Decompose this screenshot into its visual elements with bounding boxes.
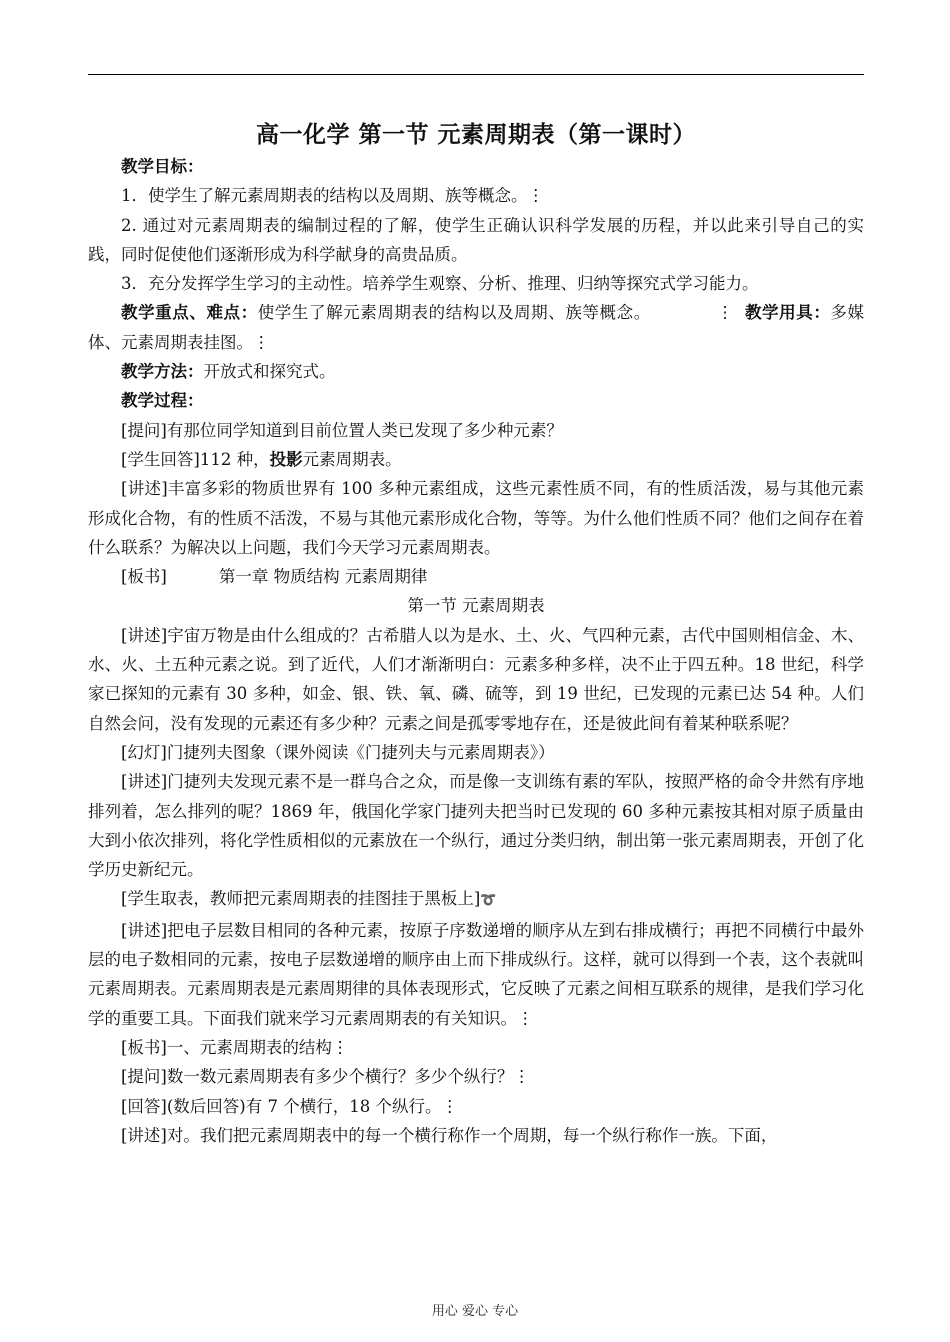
key-points-paragraph [88, 298, 864, 357]
board-line-1 [88, 562, 864, 591]
goal-3: 3．充分发挥学生学习的主动性。培养学生观察、分析、推理、归纳等探究式学习能力。 [121, 274, 759, 294]
answer-1-prefix: [学生回答]112 种， [121, 449, 270, 469]
lecture-2: [讲述]宇宙万物是由什么组成的？古希腊人以为是水、土、火、气四种元素，古代中国则相信金、木、水、火、土五种元素之说。到了近代，人们才渐渐明白：元素多种多样，决不止于四五种。18 世纪，科学家已探知的元素有 30 多种，如金、银、铁、氧、磷、硫等，到 19 世纪，已发现的元素已达 54 种。人们自然会问，没有发现的元素还有多少种？元素之间是孤零零地存在，还是彼此间有着某种联系呢？ [88, 625, 864, 733]
answer-1-bold: 投影 [269, 449, 303, 469]
tools-text: 多媒体、元素周期表挂图。⋮ [88, 303, 865, 352]
document-title: 高一化学 第一节 元素周期表（第一课时） [255, 121, 696, 148]
board-line-2: [板书]一、元素周期表的结构⋮ [121, 1037, 349, 1057]
page-footer: 用心 爱心 专心 [431, 1304, 519, 1319]
header-rule [88, 74, 864, 75]
answer-2: [回答](数后回答)有 7 个横行，18 个纵行。⋮ [121, 1096, 458, 1116]
answer-1-suffix: 元素周期表。 [302, 449, 402, 469]
slide-note: [幻灯]门捷列夫图象（课外阅读《门捷列夫与元素周期表》） [121, 742, 555, 762]
lecture-5: [讲述]对。我们把元素周期表中的每一个横行称作一个周期，每一个纵行称作一族。下面， [121, 1125, 778, 1145]
board-chapter: 第一章 物质结构 元素周期律 [218, 567, 428, 587]
key-points-text: 使学生了解元素周期表的结构以及周期、族等概念。 [257, 303, 651, 323]
goal-1: 1．使学生了解元素周期表的结构以及周期、族等概念。⋮ [121, 186, 544, 206]
tools-label: 教学用具： [744, 303, 831, 323]
curl-glyph-icon: ➰ [480, 893, 497, 909]
question-1: [提问]有那位同学知道到目前位置人类已发现了多少种元素？ [121, 420, 563, 440]
document-body [88, 118, 864, 1150]
question-2: [提问]数一数元素周期表有多少个横行？多少个纵行？⋮ [121, 1067, 530, 1087]
process-heading: 教学过程： [121, 391, 204, 411]
lecture-4: [讲述]把电子层数目相同的各种元素，按原子序数递增的顺序从左到右排成横行；再把不同横行中最外层的电子数相同的元素，按电子层数递增的顺序由上而下排成纵行。这样，就可以得到一个表，这个表就叫元素周期表。元素周期表是元素周期律的具体表现形式，它反映了元素之间相互联系的规律，是我们学习化学的重要工具。下面我们就来学习元素周期表的有关知识。⋮ [88, 920, 864, 1028]
method-label: 教学方法： [121, 362, 204, 382]
key-points-label: 教学重点、难点： [121, 303, 258, 323]
lecture-3: [讲述]门捷列夫发现元素不是一群乌合之众，而是像一支训练有素的军队，按照严格的命令井然有序地排列着，怎么排列的呢？1869 年，俄国化学家门捷列夫把当时已发现的 60 多种元素按其相对原子质量由大到小依次排列，将化学性质相似的元素放在一个纵行，通过分类归纳，制出第一张元素周期表，开创了化学历史新纪元。 [88, 772, 864, 880]
answer-1 [88, 445, 864, 474]
method-paragraph [88, 357, 864, 386]
method-text: 开放式和探究式。 [203, 362, 336, 382]
student-action [88, 884, 864, 915]
student-action-text: [学生取表，教师把元素周期表的挂图挂于黑板上] [121, 889, 481, 909]
key-points-mark: ⋮ [716, 303, 734, 323]
board-label: [板书] [121, 567, 167, 587]
goal-2: 2. 通过对元素周期表的编制过程的了解，使学生正确认识科学发展的历程，并以此来引导自己的实践，同时促使他们逐渐形成为科学献身的高贵品质。 [88, 215, 864, 264]
goals-heading: 教学目标： [121, 157, 204, 176]
board-section: 第一节 元素周期表 [407, 596, 545, 616]
lecture-1: [讲述]丰富多彩的物质世界有 100 多种元素组成，这些元素性质不同，有的性质活泼，易与其他元素形成化合物，有的性质不活泼，不易与其他元素形成化合物，等等。为什么他们性质不同？他们之间存在着什么联系？为解决以上问题，我们今天学习元素周期表。 [88, 479, 864, 557]
